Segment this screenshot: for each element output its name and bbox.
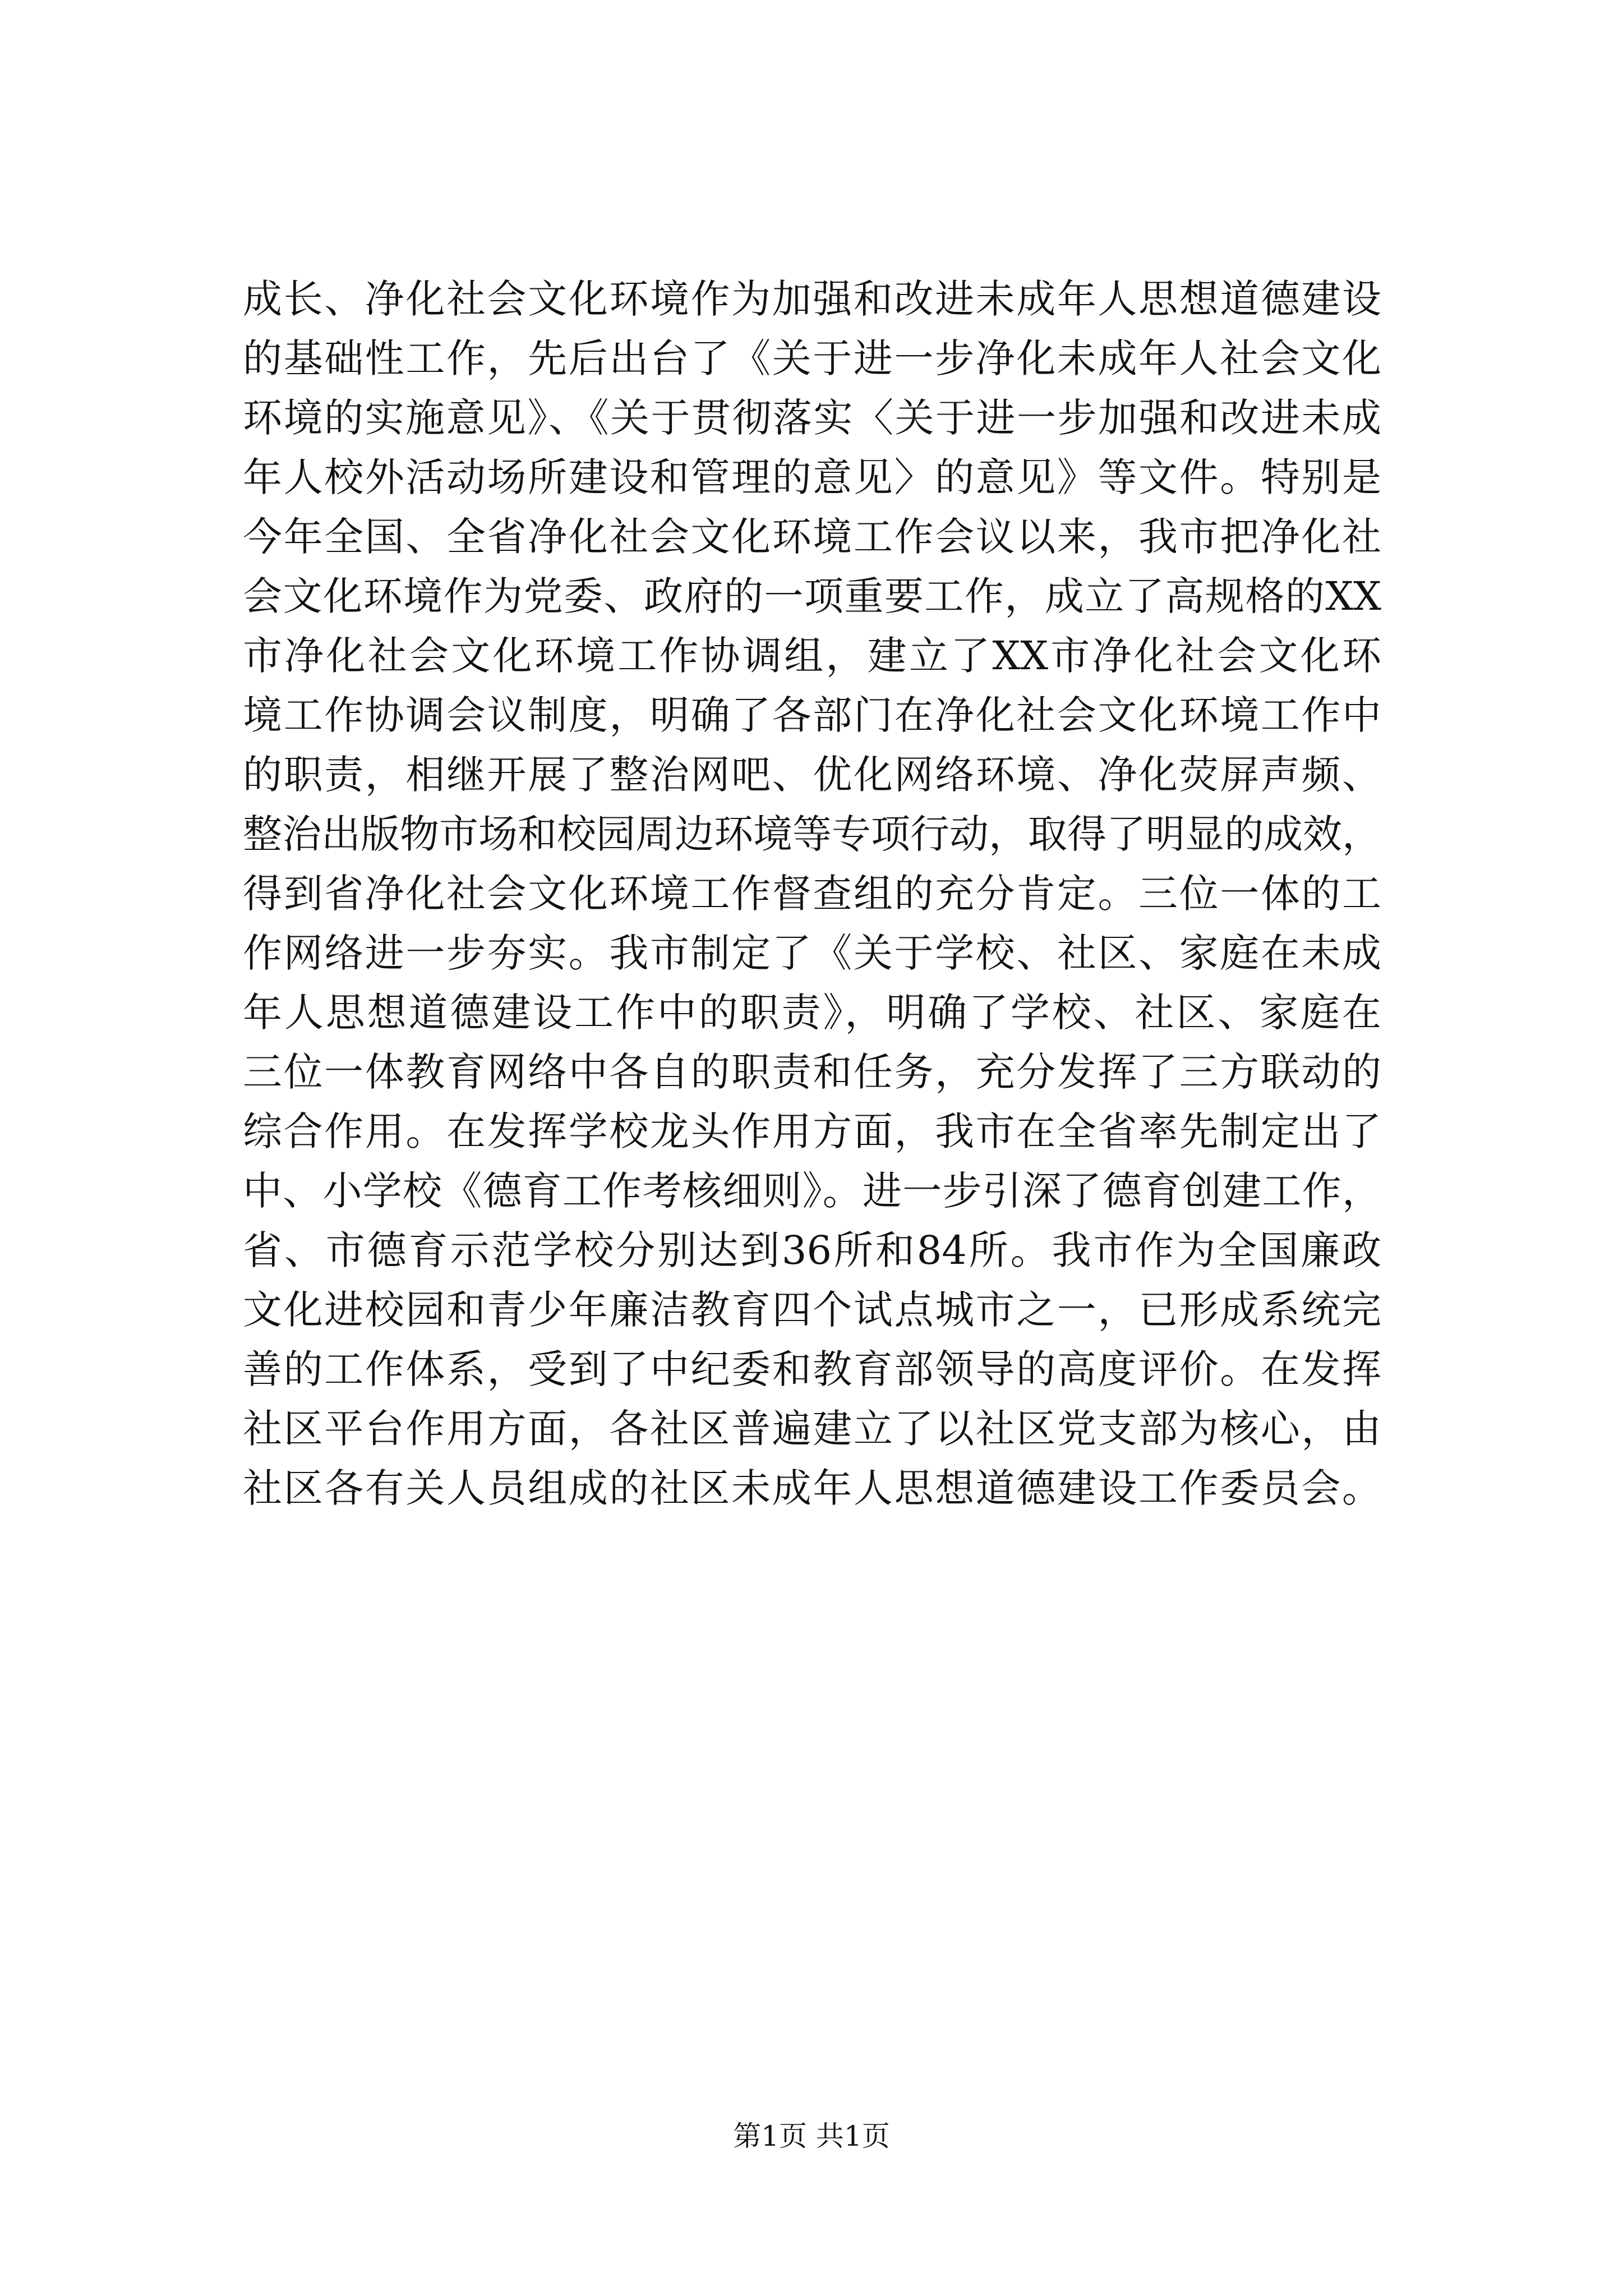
text-line-19: 善的工作体系，受到了中纪委和教育部领导的高度评价。在发挥 xyxy=(243,1346,1381,1392)
text-line-2: 的基础性工作，先后出台了《关于进一步净化未成年人社会文化 xyxy=(243,335,1381,381)
text-line-15: 综合作用。在发挥学校龙头作用方面，我市在全省率先制定出了 xyxy=(243,1108,1381,1154)
text-line-8: 境工作协调会议制度，明确了各部门在净化社会文化环境工作中 xyxy=(243,692,1381,738)
text-line-7: 市净化社会文化环境工作协调组，建立了XX市净化社会文化环 xyxy=(243,633,1381,679)
text-line-4: 年人校外活动场所建设和管理的意见〉的意见》等文件。特别是 xyxy=(243,454,1381,500)
text-line-11: 得到省净化社会文化环境工作督查组的充分肯定。三位一体的工 xyxy=(243,871,1381,917)
text-line-9: 的职责，相继开展了整治网吧、优化网络环境、净化荧屏声频、 xyxy=(243,752,1381,798)
body-text xyxy=(243,269,1381,1518)
text-line-20: 社区平台作用方面，各社区普遍建立了以社区党支部为核心，由 xyxy=(243,1406,1381,1452)
text-line-16: 中、小学校《德育工作考核细则》。进一步引深了德育创建工作， xyxy=(243,1168,1381,1214)
text-line-13: 年人思想道德建设工作中的职责》，明确了学校、社区、家庭在 xyxy=(243,990,1381,1036)
text-line-21: 社区各有关人员组成的社区未成年人思想道德建设工作委员会。 xyxy=(243,1465,1381,1511)
text-line-12: 作网络进一步夯实。我市制定了《关于学校、社区、家庭在未成 xyxy=(243,930,1381,976)
text-line-6: 会文化环境作为党委、政府的一项重要工作，成立了高规格的XX xyxy=(243,573,1381,619)
page-footer: 第1页 共1页 xyxy=(733,2120,890,2152)
text-line-18: 文化进校园和青少年廉洁教育四个试点城市之一，已形成系统完 xyxy=(243,1287,1381,1333)
text-line-17: 省、市德育示范学校分别达到36所和84所。我市作为全国廉政 xyxy=(243,1227,1381,1273)
text-line-3: 环境的实施意见》、《关于贯彻落实〈关于进一步加强和改进未成 xyxy=(243,395,1381,441)
text-line-10: 整治出版物市场和校园周边环境等专项行动，取得了明显的成效， xyxy=(243,811,1381,857)
text-line-1: 成长、净化社会文化环境作为加强和改进未成年人思想道德建设 xyxy=(243,276,1381,322)
text-line-5: 今年全国、全省净化社会文化环境工作会议以来，我市把净化社 xyxy=(243,514,1381,560)
text-line-14: 三位一体教育网络中各自的职责和任务，充分发挥了三方联动的 xyxy=(243,1049,1381,1095)
